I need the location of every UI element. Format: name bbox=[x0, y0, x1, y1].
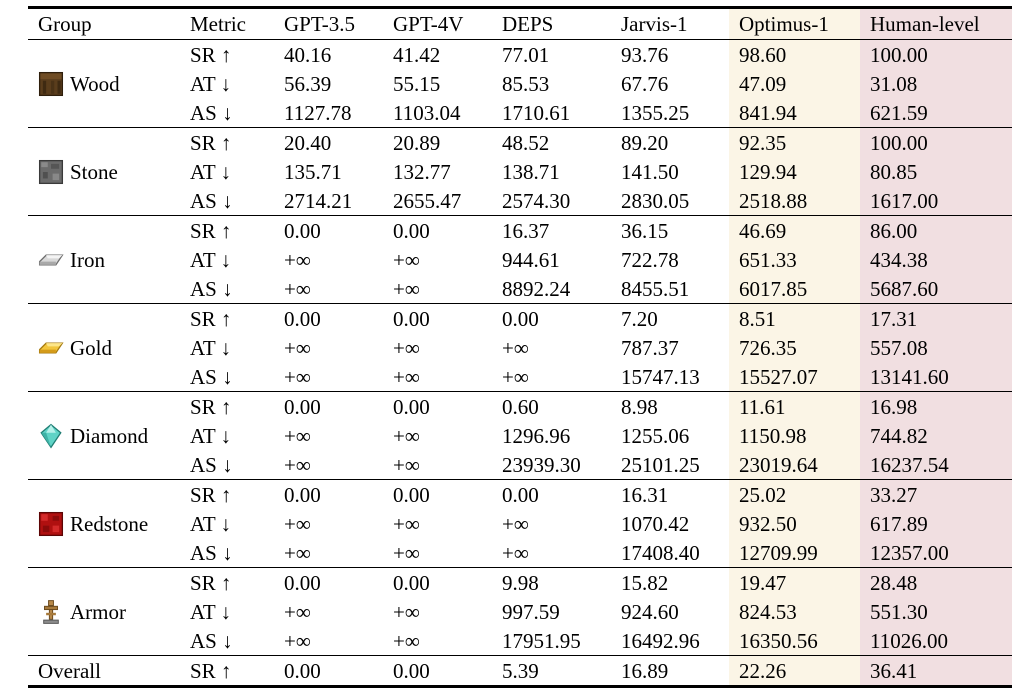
header-jarvis1: Jarvis-1 bbox=[621, 12, 688, 36]
header-metric: Metric bbox=[190, 12, 246, 36]
cell-gpt35: +∞ bbox=[284, 423, 311, 448]
cell-gpt4v: 132.77 bbox=[393, 159, 451, 184]
cell-gpt35: +∞ bbox=[284, 599, 311, 624]
group-label: Redstone bbox=[70, 511, 149, 536]
cell-metric: AT ↓ bbox=[190, 247, 232, 272]
group-cell bbox=[28, 128, 180, 216]
header-row bbox=[28, 8, 1012, 40]
cell-jarvis1: 16.89 bbox=[621, 658, 669, 683]
cell-gpt35: +∞ bbox=[284, 540, 311, 565]
cell-gpt4v: 2655.47 bbox=[393, 188, 462, 213]
cell-optimus1: 824.53 bbox=[729, 597, 860, 626]
cell-metric: AT ↓ bbox=[190, 159, 232, 184]
cell-gpt35: +∞ bbox=[284, 247, 311, 272]
cell-jarvis1: 1255.06 bbox=[621, 423, 690, 448]
cell-metric: SR ↑ bbox=[190, 570, 232, 595]
cell-gpt4v: 0.00 bbox=[393, 658, 430, 683]
cell-metric: AT ↓ bbox=[190, 335, 232, 360]
cell-jarvis1: 25101.25 bbox=[621, 452, 700, 477]
cell-human-level: 11026.00 bbox=[860, 626, 1012, 656]
cell-deps: +∞ bbox=[502, 511, 529, 536]
cell-optimus1: 25.02 bbox=[729, 480, 860, 510]
cell-jarvis1: 8455.51 bbox=[621, 276, 690, 301]
cell-human-level: 13141.60 bbox=[860, 362, 1012, 392]
header-optimus1: Optimus-1 bbox=[729, 8, 860, 40]
group-label: Wood bbox=[70, 71, 120, 96]
results-table bbox=[28, 6, 1012, 688]
cell-optimus1: 11.61 bbox=[729, 392, 860, 422]
cell-metric: AT ↓ bbox=[190, 71, 232, 96]
cell-metric: SR ↑ bbox=[190, 394, 232, 419]
cell-metric: SR ↑ bbox=[190, 482, 232, 507]
cell-optimus1: 726.35 bbox=[729, 333, 860, 362]
cell-gpt4v: 0.00 bbox=[393, 482, 430, 507]
cell-metric: SR ↑ bbox=[190, 218, 232, 243]
cell-deps: 23939.30 bbox=[502, 452, 581, 477]
cell-deps: 944.61 bbox=[502, 247, 560, 272]
cell-jarvis1: 67.76 bbox=[621, 71, 669, 96]
table-row bbox=[28, 40, 1012, 70]
group-label: Armor bbox=[70, 599, 126, 624]
armor-stand-icon bbox=[38, 599, 64, 625]
cell-human-level: 434.38 bbox=[860, 245, 1012, 274]
cell-gpt4v: 20.89 bbox=[393, 130, 441, 155]
cell-optimus1: 15527.07 bbox=[729, 362, 860, 392]
cell-gpt4v: +∞ bbox=[393, 276, 420, 301]
group-label: Diamond bbox=[70, 423, 149, 448]
cell-jarvis1: 2830.05 bbox=[621, 188, 690, 213]
cell-gpt35: 40.16 bbox=[284, 42, 332, 67]
cell-jarvis1: 16.31 bbox=[621, 482, 669, 507]
cell-metric: AT ↓ bbox=[190, 423, 232, 448]
header-human-level: Human-level bbox=[860, 8, 1012, 40]
cell-human-level: 100.00 bbox=[860, 128, 1012, 158]
group-label: Gold bbox=[70, 335, 112, 360]
cell-metric: AS ↓ bbox=[190, 628, 233, 653]
cell-gpt35: 135.71 bbox=[284, 159, 342, 184]
cell-deps: 138.71 bbox=[502, 159, 560, 184]
cell-deps: 0.00 bbox=[502, 482, 539, 507]
cell-gpt4v: +∞ bbox=[393, 628, 420, 653]
cell-optimus1: 12709.99 bbox=[729, 538, 860, 568]
cell-jarvis1: 36.15 bbox=[621, 218, 669, 243]
table-row bbox=[28, 304, 1012, 334]
cell-human-level: 33.27 bbox=[860, 480, 1012, 510]
cell-gpt4v: +∞ bbox=[393, 364, 420, 389]
cell-gpt35: 0.00 bbox=[284, 482, 321, 507]
cell-human-level: 5687.60 bbox=[860, 274, 1012, 304]
cell-deps: +∞ bbox=[502, 540, 529, 565]
diamond-icon bbox=[38, 423, 64, 449]
cell-human-level: 551.30 bbox=[860, 597, 1012, 626]
cell-optimus1: 651.33 bbox=[729, 245, 860, 274]
cell-optimus1: 98.60 bbox=[729, 40, 860, 70]
group-cell bbox=[28, 304, 180, 392]
cell-gpt4v: 41.42 bbox=[393, 42, 441, 67]
cell-metric: SR ↑ bbox=[190, 658, 232, 683]
cell-human-level: 86.00 bbox=[860, 216, 1012, 246]
cell-jarvis1: 15.82 bbox=[621, 570, 669, 595]
cell-gpt35: 1127.78 bbox=[284, 100, 352, 125]
cell-gpt4v: 0.00 bbox=[393, 394, 430, 419]
table-row bbox=[28, 568, 1012, 598]
cell-human-level: 36.41 bbox=[860, 656, 1012, 687]
cell-human-level: 12357.00 bbox=[860, 538, 1012, 568]
table-row bbox=[28, 216, 1012, 246]
group-cell bbox=[28, 392, 180, 480]
cell-gpt35: 0.00 bbox=[284, 218, 321, 243]
cell-gpt4v: 0.00 bbox=[393, 306, 430, 331]
group-cell bbox=[28, 568, 180, 656]
header-deps: DEPS bbox=[502, 12, 554, 36]
cell-metric: AS ↓ bbox=[190, 452, 233, 477]
cell-gpt4v: +∞ bbox=[393, 423, 420, 448]
cell-metric: AS ↓ bbox=[190, 276, 233, 301]
cell-optimus1: 47.09 bbox=[729, 69, 860, 98]
cell-optimus1: 8.51 bbox=[729, 304, 860, 334]
overall-row bbox=[28, 656, 1012, 687]
cell-gpt35: 0.00 bbox=[284, 570, 321, 595]
cell-human-level: 1617.00 bbox=[860, 186, 1012, 216]
table-row bbox=[28, 128, 1012, 158]
cell-metric: AS ↓ bbox=[190, 188, 233, 213]
cell-jarvis1: 93.76 bbox=[621, 42, 669, 67]
cell-deps: 2574.30 bbox=[502, 188, 571, 213]
cell-optimus1: 16350.56 bbox=[729, 626, 860, 656]
cell-gpt4v: +∞ bbox=[393, 540, 420, 565]
cell-deps: 17951.95 bbox=[502, 628, 581, 653]
cell-metric: SR ↑ bbox=[190, 130, 232, 155]
cell-gpt35: 56.39 bbox=[284, 71, 332, 96]
cell-gpt4v: 0.00 bbox=[393, 218, 430, 243]
header-gpt35: GPT-3.5 bbox=[284, 12, 355, 36]
stone-block-icon bbox=[38, 159, 64, 185]
cell-deps: 85.53 bbox=[502, 71, 550, 96]
cell-optimus1: 6017.85 bbox=[729, 274, 860, 304]
cell-jarvis1: 15747.13 bbox=[621, 364, 700, 389]
cell-deps: +∞ bbox=[502, 335, 529, 360]
cell-deps: 48.52 bbox=[502, 130, 550, 155]
cell-human-level: 80.85 bbox=[860, 157, 1012, 186]
table-row bbox=[28, 392, 1012, 422]
cell-optimus1: 46.69 bbox=[729, 216, 860, 246]
cell-metric: SR ↑ bbox=[190, 306, 232, 331]
cell-human-level: 16.98 bbox=[860, 392, 1012, 422]
cell-gpt35: +∞ bbox=[284, 452, 311, 477]
header-group: Group bbox=[38, 12, 92, 36]
cell-gpt35: +∞ bbox=[284, 364, 311, 389]
cell-metric: AT ↓ bbox=[190, 511, 232, 536]
cell-human-level: 557.08 bbox=[860, 333, 1012, 362]
cell-jarvis1: 722.78 bbox=[621, 247, 679, 272]
cell-gpt4v: +∞ bbox=[393, 452, 420, 477]
cell-optimus1: 22.26 bbox=[729, 656, 860, 687]
cell-gpt4v: +∞ bbox=[393, 599, 420, 624]
cell-optimus1: 92.35 bbox=[729, 128, 860, 158]
cell-optimus1: 129.94 bbox=[729, 157, 860, 186]
results-table-container bbox=[28, 6, 1012, 688]
cell-jarvis1: 787.37 bbox=[621, 335, 679, 360]
cell-deps: 1710.61 bbox=[502, 100, 571, 125]
iron-ingot-icon bbox=[38, 247, 64, 273]
cell-gpt4v: 0.00 bbox=[393, 570, 430, 595]
table-body bbox=[28, 40, 1012, 687]
cell-human-level: 617.89 bbox=[860, 509, 1012, 538]
cell-metric: AT ↓ bbox=[190, 599, 232, 624]
cell-gpt4v: +∞ bbox=[393, 335, 420, 360]
group-cell bbox=[28, 216, 180, 304]
cell-metric: AS ↓ bbox=[190, 540, 233, 565]
cell-human-level: 16237.54 bbox=[860, 450, 1012, 480]
cell-metric: AS ↓ bbox=[190, 100, 233, 125]
cell-optimus1: 19.47 bbox=[729, 568, 860, 598]
cell-optimus1: 1150.98 bbox=[729, 421, 860, 450]
cell-jarvis1: 1070.42 bbox=[621, 511, 690, 536]
cell-gpt35: 20.40 bbox=[284, 130, 332, 155]
cell-gpt4v: 55.15 bbox=[393, 71, 441, 96]
cell-metric: AS ↓ bbox=[190, 364, 233, 389]
cell-deps: 0.60 bbox=[502, 394, 539, 419]
cell-deps: 5.39 bbox=[502, 658, 539, 683]
cell-deps: 8892.24 bbox=[502, 276, 571, 301]
cell-deps: +∞ bbox=[502, 364, 529, 389]
cell-gpt35: 0.00 bbox=[284, 394, 321, 419]
cell-gpt35: 0.00 bbox=[284, 658, 321, 683]
cell-human-level: 31.08 bbox=[860, 69, 1012, 98]
cell-gpt4v: +∞ bbox=[393, 511, 420, 536]
redstone-block-icon bbox=[38, 511, 64, 537]
overall-label: Overall bbox=[38, 658, 101, 683]
cell-deps: 997.59 bbox=[502, 599, 560, 624]
cell-gpt4v: 1103.04 bbox=[393, 100, 461, 125]
table-row bbox=[28, 480, 1012, 510]
gold-ingot-icon bbox=[38, 335, 64, 361]
cell-deps: 9.98 bbox=[502, 570, 539, 595]
wood-block-icon bbox=[38, 71, 64, 97]
cell-deps: 16.37 bbox=[502, 218, 550, 243]
group-cell bbox=[28, 480, 180, 568]
cell-jarvis1: 17408.40 bbox=[621, 540, 700, 565]
cell-gpt35: +∞ bbox=[284, 511, 311, 536]
cell-human-level: 744.82 bbox=[860, 421, 1012, 450]
group-label: Iron bbox=[70, 247, 105, 272]
cell-jarvis1: 8.98 bbox=[621, 394, 658, 419]
cell-human-level: 100.00 bbox=[860, 40, 1012, 70]
cell-human-level: 17.31 bbox=[860, 304, 1012, 334]
cell-deps: 0.00 bbox=[502, 306, 539, 331]
cell-gpt4v: +∞ bbox=[393, 247, 420, 272]
cell-optimus1: 932.50 bbox=[729, 509, 860, 538]
group-label: Stone bbox=[70, 159, 118, 184]
cell-gpt35: 0.00 bbox=[284, 306, 321, 331]
cell-jarvis1: 89.20 bbox=[621, 130, 669, 155]
cell-optimus1: 2518.88 bbox=[729, 186, 860, 216]
cell-optimus1: 23019.64 bbox=[729, 450, 860, 480]
cell-gpt35: +∞ bbox=[284, 628, 311, 653]
cell-optimus1: 841.94 bbox=[729, 98, 860, 128]
cell-jarvis1: 16492.96 bbox=[621, 628, 700, 653]
cell-gpt35: +∞ bbox=[284, 276, 311, 301]
cell-gpt35: +∞ bbox=[284, 335, 311, 360]
cell-jarvis1: 141.50 bbox=[621, 159, 679, 184]
cell-jarvis1: 1355.25 bbox=[621, 100, 690, 125]
cell-human-level: 621.59 bbox=[860, 98, 1012, 128]
cell-jarvis1: 7.20 bbox=[621, 306, 658, 331]
cell-deps: 1296.96 bbox=[502, 423, 571, 448]
group-cell bbox=[28, 40, 180, 128]
cell-metric: SR ↑ bbox=[190, 42, 232, 67]
cell-gpt35: 2714.21 bbox=[284, 188, 353, 213]
header-gpt4v: GPT-4V bbox=[393, 12, 464, 36]
cell-deps: 77.01 bbox=[502, 42, 550, 67]
cell-human-level: 28.48 bbox=[860, 568, 1012, 598]
cell-jarvis1: 924.60 bbox=[621, 599, 679, 624]
